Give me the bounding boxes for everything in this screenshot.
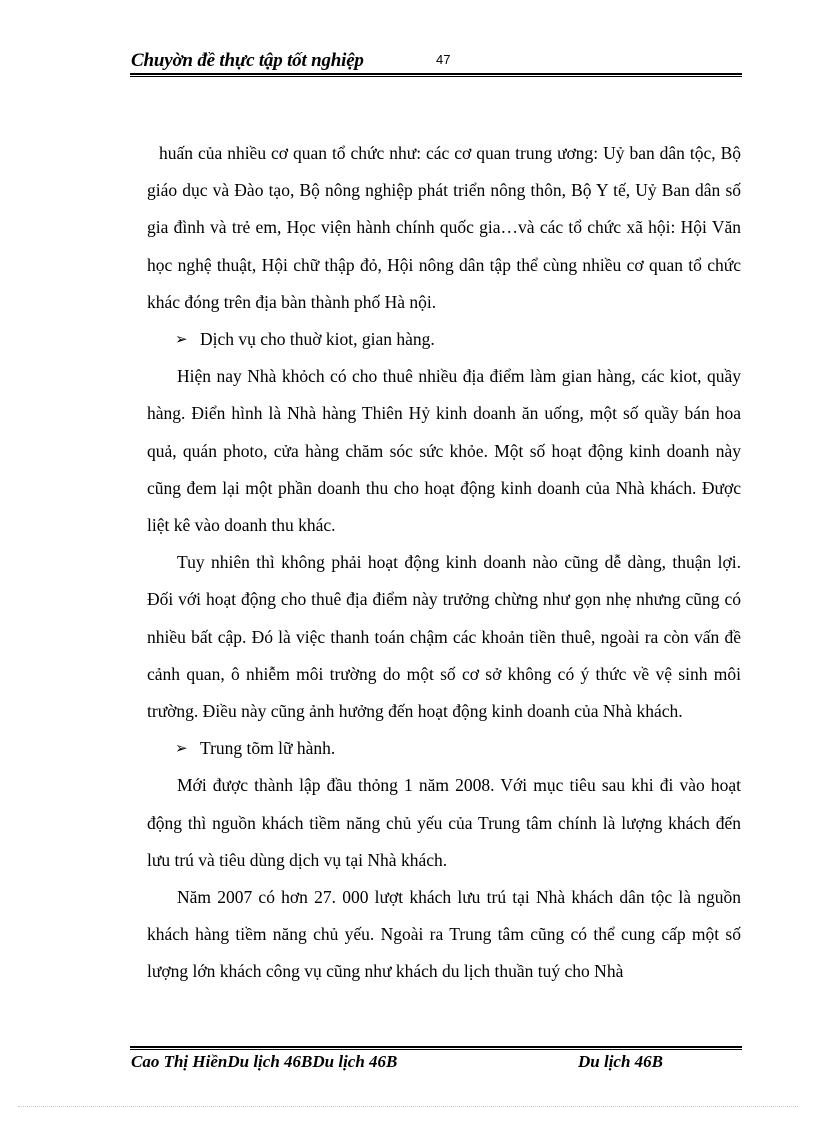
header-title: Chuyờn đề thực tập tốt nghiệp bbox=[131, 50, 364, 71]
paragraph: Năm 2007 có hơn 27. 000 lượt khách lưu trú tại Nhà khách dân tộc là nguồn khách hàng tiềm năng chủ yếu. Ngoài ra Trung tâm cũng có thể cung cấp một số lượng lớn khách công vụ cũng như khách du lịch thuần tuý cho Nhà bbox=[147, 887, 741, 982]
header-rule bbox=[130, 73, 742, 75]
page-edge-divider bbox=[18, 1106, 798, 1107]
bullet-item bbox=[147, 321, 741, 358]
paragraph: Mới được thành lập đầu thỏng 1 năm 2008. Với mục tiêu sau khi đi vào hoạt động thì nguồn khách tiềm năng chủ yếu của Trung tâm chính là lượng khách đến lưu trú và tiêu dùng dịch vụ tại Nhà khách. bbox=[147, 775, 741, 870]
header-rule-thin bbox=[130, 76, 742, 77]
paragraph: Hiện nay Nhà khỏch có cho thuê nhiều địa điểm làm gian hàng, các kiot, quầy hàng. Điển hình là Nhà hàng Thiên Hỷ kinh doanh ăn uống, một số quầy bán hoa quả, quán photo, cửa hàng chăm sóc sức khỏe. Một số hoạt động kinh doanh này cũng đem lại một phần doanh thu cho hoạt động kinh doanh của Nhà khách. Được liệt kê vào doanh thu khác. bbox=[147, 366, 741, 536]
bullet-item bbox=[147, 730, 741, 767]
footer-rule bbox=[130, 1046, 742, 1048]
footer-author: Cao Thị HiềnDu lịch 46BDu lịch 46B bbox=[131, 1052, 398, 1071]
bullet-text: Dịch vụ cho thuờ kiot, gian hàng. bbox=[200, 329, 435, 350]
paragraph: Tuy nhiên thì không phải hoạt động kinh doanh nào cũng dễ dàng, thuận lợi. Đối với hoạt động cho thuê địa điểm này trưởng chừng như gọn nhẹ nhưng cũng có nhiều bất cập. Đó là việc thanh toán chậm các khoản tiền thuê, ngoài ra còn vấn đề cảnh quan, ô nhiễm môi trường do một số cơ sở không có ý thức về vệ sinh môi trường. Điều này cũng ảnh hưởng đến hoạt động kinh doanh của Nhà khách. bbox=[147, 552, 741, 722]
paragraph: huấn của nhiều cơ quan tổ chức như: các cơ quan trung ương: Uỷ ban dân tộc, Bộ giáo dục và Đào tạo, Bộ nông nghiệp phát triển nông thôn, Bộ Y tế, Uỷ Ban dân số gia đình và trẻ em, Học viện hành chính quốc gia…và các tổ chức xã hội: Hội Văn học nghệ thuật, Hội chữ thập đỏ, Hội nông dân tập thể cùng nhiều cơ quan tổ chức khác đóng trên địa bàn thành phố Hà nội. bbox=[147, 143, 741, 312]
arrow-bullet-icon: ➢ bbox=[175, 330, 188, 349]
arrow-bullet-icon: ➢ bbox=[175, 739, 188, 758]
footer-class: Du lịch 46B bbox=[578, 1052, 664, 1071]
bullet-text: Trung tõm lữ hành. bbox=[200, 738, 336, 759]
document-body bbox=[147, 135, 741, 991]
page-number: 47 bbox=[436, 52, 451, 67]
footer-rule-thin bbox=[130, 1049, 742, 1050]
